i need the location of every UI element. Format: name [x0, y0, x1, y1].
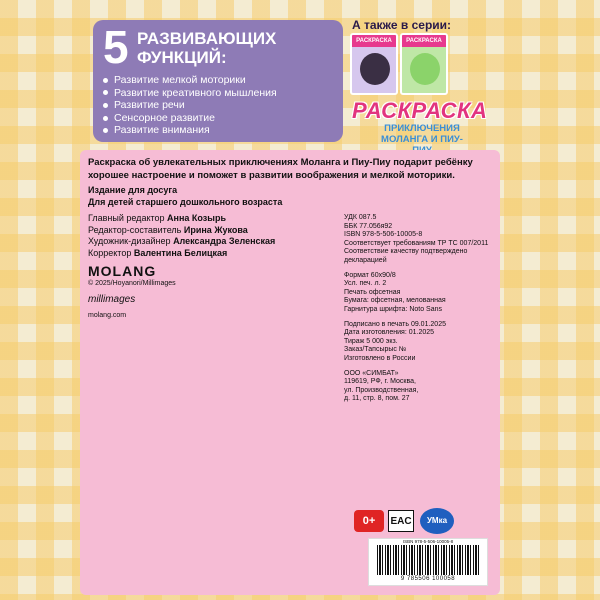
list-item: Развитие мелкой моторики	[103, 74, 277, 87]
barcode	[368, 538, 488, 586]
molang-logo: MOLANG	[88, 263, 157, 279]
functions-number: 5	[103, 21, 129, 73]
barcode-bars	[377, 545, 479, 575]
credits-block	[88, 213, 275, 259]
brand-title: РАСКРАСКА	[352, 98, 488, 123]
lead-paragraph: Раскраска об увлекательных приключениях Моланга и Пиу-Пиу подарит ребёнку хорошее настроение и поможет в развитии воображения и мелкой моторики.	[88, 157, 473, 181]
credit-line: Художник-дизайнер Александра Зеленская	[88, 236, 276, 246]
credit-line: Корректор Валентина Белицкая	[88, 247, 228, 258]
functions-title-line2: ФУНКЦИЙ:	[137, 48, 227, 67]
character-illustration	[410, 53, 440, 85]
publication-details: УДК 087.5 ББК 77.056я92 ISBN 978-5-506-10005-8 Соответствует требованиям ТР ТС 007/2011 Соответствие качеству подтверждено декларацией Формат 60х90/8 Усл. печ. л. 2 Печать офсетная Бумага: офсетная, мелованная Гарнитура шрифта: Noto Sans Подписано в печать 09.01.2025 Дата изготовления: 01.2025 Тираж 5 000 экз. Заказ/Тапсырыс № Изготовлено в России ООО «СИМБАТ» 119619, РФ, г. Москва, ул. Производственная, д. 11, стр. 8, пом. 27	[344, 214, 489, 403]
copyright-line: © 2025/Hoyanori/Millimages	[88, 280, 176, 287]
functions-title	[137, 29, 276, 67]
series-book-1-title: РАСКРАСКА	[352, 35, 396, 47]
bullet-icon	[103, 103, 108, 108]
age-rating-badge: 0+	[354, 510, 384, 532]
bullet-icon	[103, 90, 108, 95]
credit-line: Главный редактор Анна Козырь	[88, 213, 226, 223]
functions-box	[93, 20, 343, 142]
list-item: Сенсорное развитие	[103, 112, 277, 125]
millimages-logo: millimages	[88, 294, 136, 305]
functions-list	[103, 74, 277, 137]
functions-title-line1: РАЗВИВАЮЩИХ	[137, 29, 277, 48]
list-item: Развитие речи	[103, 99, 277, 112]
series-book-cover-1	[350, 33, 398, 95]
character-illustration	[360, 53, 390, 85]
credit-line: Редактор-составитель Ирина Жукова	[88, 224, 248, 235]
list-item: Развитие креативного мышления	[103, 87, 277, 100]
series-label: А также в серии:	[352, 18, 452, 32]
edition-line-1: Издание для досуга	[88, 185, 178, 195]
bullet-icon	[103, 78, 108, 83]
edition-info	[88, 184, 282, 208]
edition-line-2: Для детей старшего дошкольного возраста	[88, 197, 283, 207]
barcode-isbn: ISBN 978-5-506-10005-8	[402, 539, 454, 544]
barcode-number: 9 785506 100058	[400, 576, 456, 582]
eac-mark: EAC	[388, 510, 414, 532]
umka-logo: УМка	[420, 508, 454, 534]
list-item: Развитие внимания	[103, 124, 277, 137]
bullet-icon	[103, 128, 108, 133]
website: molang.com	[88, 312, 127, 319]
series-book-cover-2	[400, 33, 448, 95]
brand-subtitle: ПРИКЛЮЧЕНИЯ МОЛАНГА И ПИУ-	[381, 123, 463, 145]
series-book-2-title: РАСКРАСКА	[402, 35, 446, 47]
bullet-icon	[103, 116, 108, 121]
